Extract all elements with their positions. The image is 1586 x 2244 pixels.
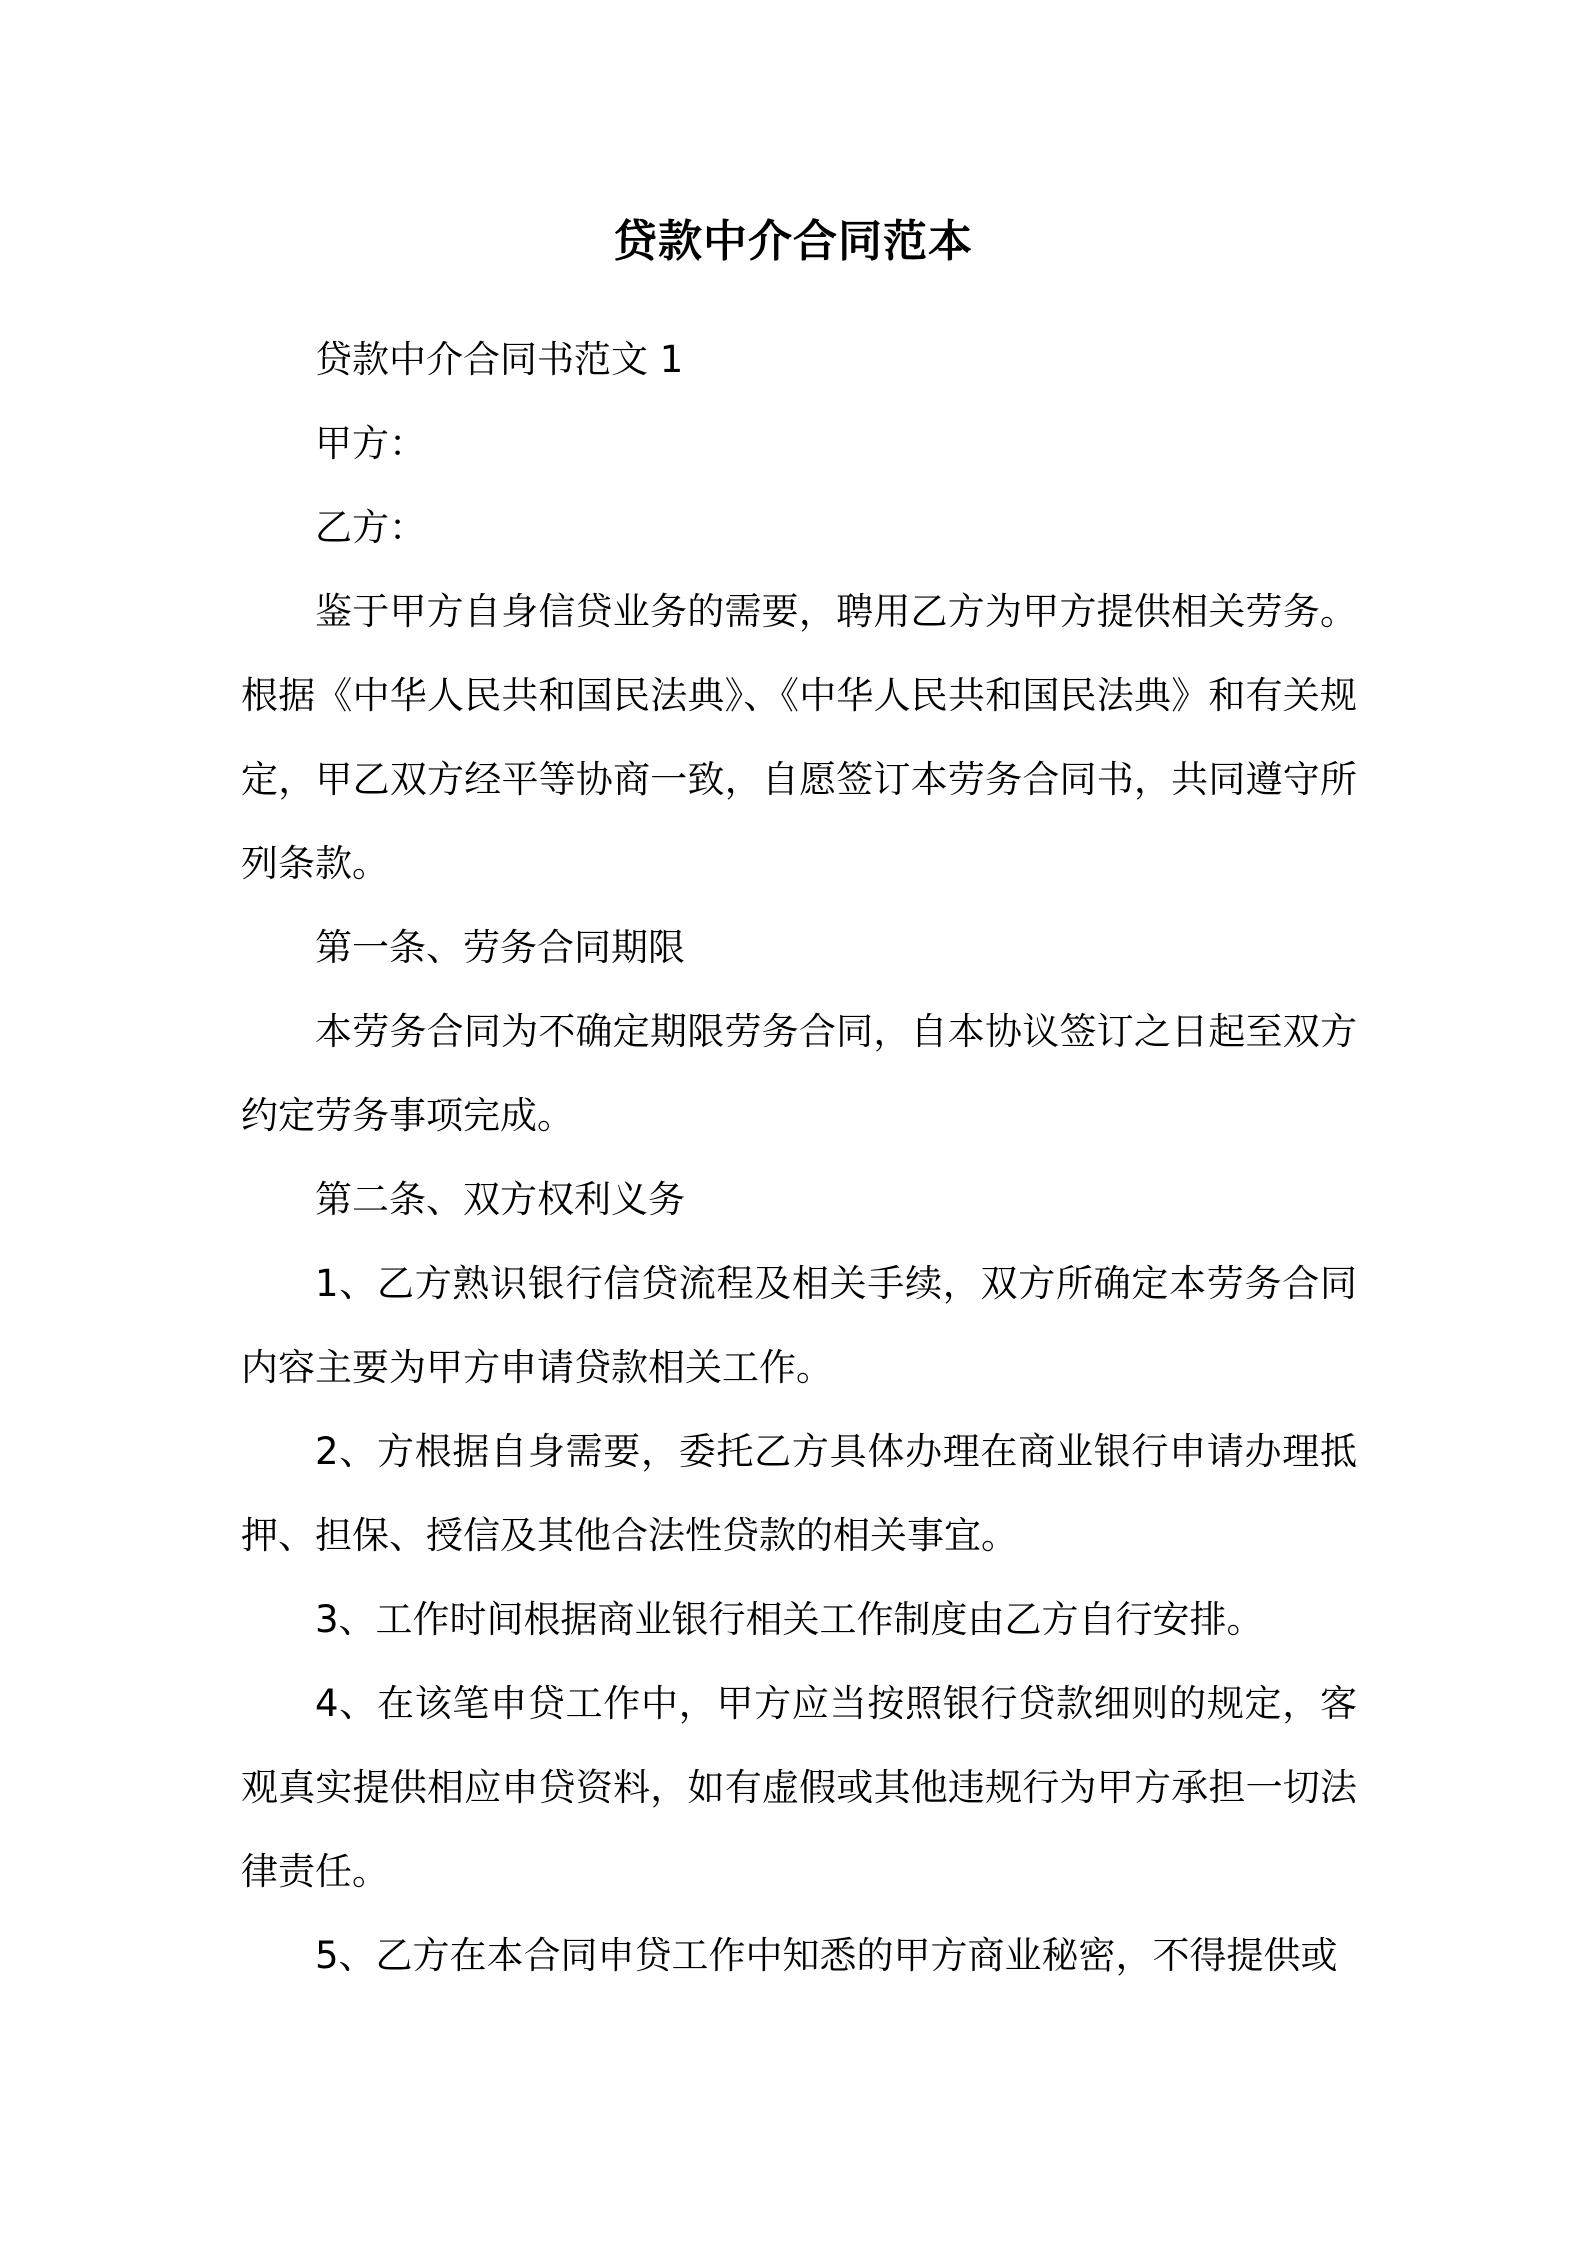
paragraph-clause-5: 5、乙方在本合同申贷工作中知悉的甲方商业秘密，不得提供或 <box>315 1934 1338 1977</box>
paragraph-article-1-text: 本劳务合同为不确定期限劳务合同，自本协议签订之日起至双方约定劳务事项完成。 <box>241 1010 1357 1137</box>
paragraph-clause-1: 1、乙方熟识银行信贷流程及相关手续，双方所确定本劳务合同内容主要为甲方申请贷款相关工作。 <box>241 1262 1357 1389</box>
paragraph-clause-4: 4、在该笔申贷工作中，甲方应当按照银行贷款细则的规定，客观真实提供相应申贷资料，如有虚假或其他违规行为甲方承担一切法律责任。 <box>241 1682 1357 1893</box>
paragraph-clause-3: 3、工作时间根据商业银行相关工作制度由乙方自行安排。 <box>315 1598 1264 1641</box>
paragraph-preamble: 鉴于甲方自身信贷业务的需要，聘用乙方为甲方提供相关劳务。根据《中华人民共和国民法典》、《中华人民共和国民法典》和有关规定，甲乙双方经平等协商一致，自愿签订本劳务合同书，共同遵守所列条款。 <box>241 590 1357 885</box>
paragraph-subtitle: 贷款中介合同书范文 1 <box>315 338 684 381</box>
paragraph-clause-2: 2、方根据自身需要，委托乙方具体办理在商业银行申请办理抵押、担保、授信及其他合法性贷款的相关事宜。 <box>241 1430 1357 1557</box>
document-body <box>241 318 1357 1998</box>
paragraph-article-2-heading: 第二条、双方权利义务 <box>315 1178 685 1221</box>
paragraph-article-1-heading: 第一条、劳务合同期限 <box>315 926 685 969</box>
document-title: 贷款中介合同范本 <box>613 216 973 267</box>
paragraph-party-a: 甲方： <box>315 422 426 465</box>
paragraph-party-b: 乙方： <box>315 506 426 549</box>
